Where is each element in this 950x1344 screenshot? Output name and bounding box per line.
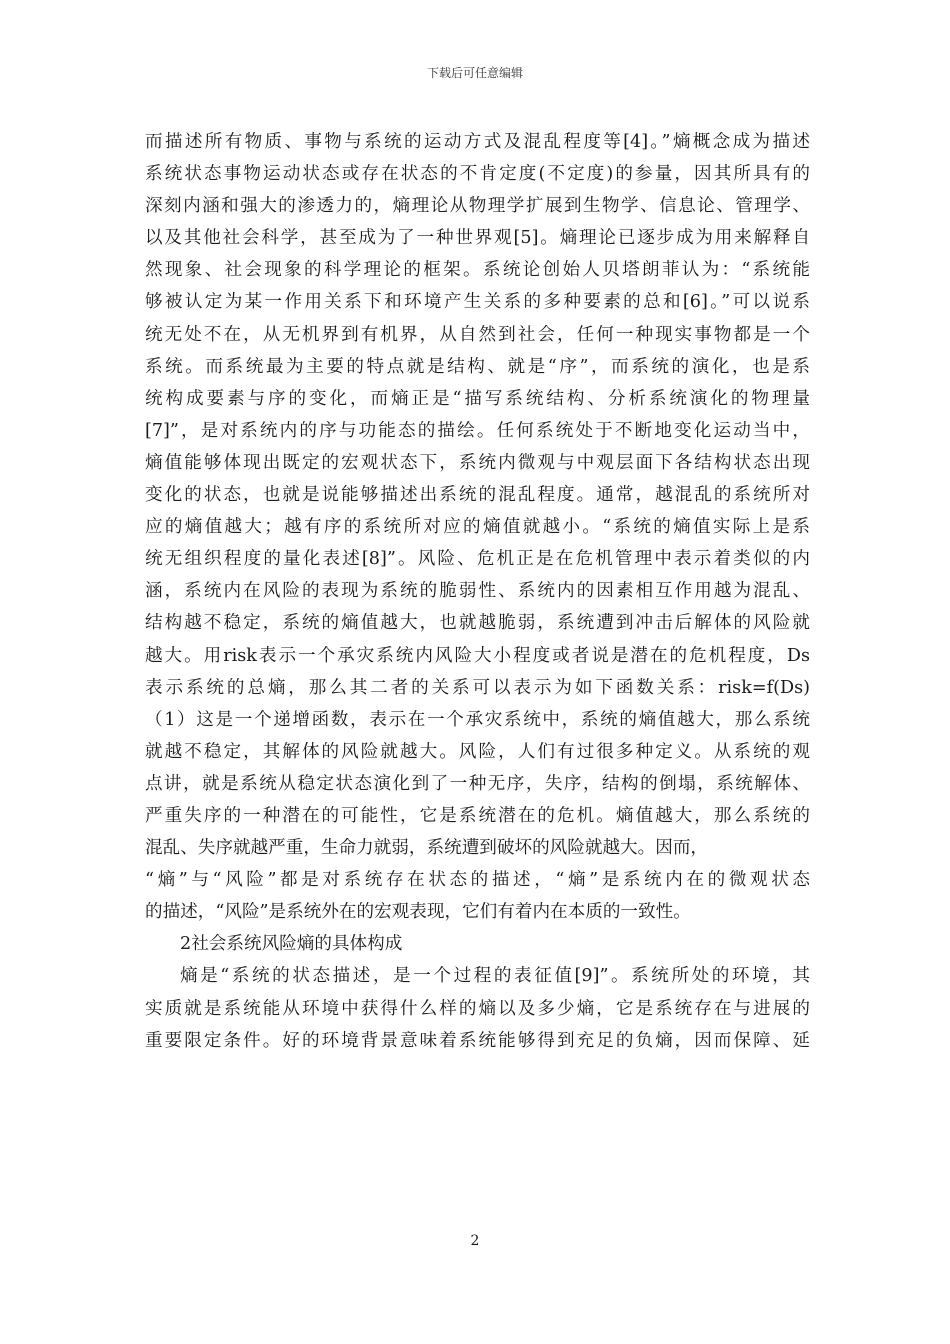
text-line: 就越不稳定，其解体的风险就越大。风险，人们有过很多种定义。从系统的观: [145, 741, 810, 762]
text-line: 混乱、失序就越严重，生命力就弱，系统遭到破坏的风险就越大。因而，: [145, 838, 709, 859]
text-line: 而描述所有物质、事物与系统的运动方式及混乱程度等[4]。”熵概念成为描述: [145, 132, 810, 152]
text-line: 应的熵值越大；越有序的系统所对应的熵值就越小。“系统的熵值实际上是系: [145, 517, 810, 538]
text-line: 统无处不在，从无机界到有机界，从自然到社会，任何一种现实事物都是一个: [145, 324, 810, 345]
section-heading: 2社会系统风险熵的具体构成: [180, 934, 403, 955]
text-line: 以及其他社会科学，甚至成为了一种世界观[5]。熵理论已逐步成为用来解释自: [145, 228, 810, 249]
text-line: 越大。用risk表示一个承灾系统内风险大小程度或者说是潜在的危机程度，Ds: [145, 645, 810, 666]
text-line: 重要限定条件。好的环境背景意味着系统能够得到充足的负熵，因而保障、延: [145, 1030, 810, 1051]
text-line: 深刻内涵和强大的渗透力的，熵理论从物理学扩展到生物学、信息论、管理学、: [145, 196, 810, 217]
text-line: 系统状态事物运动状态或存在状态的不肯定度(不定度)的参量，因其所具有的: [145, 164, 810, 185]
text-line: “熵”与“风险”都是对系统存在状态的描述，“熵”是系统内在的微观状态: [145, 870, 810, 891]
text-line: 的描述，“风险”是系统外在的宏观表现，它们有着内在本质的一致性。: [145, 902, 691, 923]
text-line: 然现象、社会现象的科学理论的框架。系统论创始人贝塔朗菲认为：“系统能: [145, 260, 810, 281]
text-line: （1）这是一个递增函数，表示在一个承灾系统中，系统的熵值越大，那么系统: [145, 709, 810, 730]
text-line: 实质就是系统能从环境中获得什么样的熵以及多少熵，它是系统存在与进展的: [145, 998, 810, 1019]
text-line: [7]”，是对系统内的序与功能态的描绘。任何系统处于不断地变化运动当中，: [145, 420, 810, 441]
text-line: 结构越不稳定，系统的熵值越大，也就越脆弱，系统遭到冲击后解体的风险就: [145, 613, 810, 634]
text-line: 够被认定为某一作用关系下和环境产生关系的多种要素的总和[6]。”可以说系: [145, 292, 810, 313]
document-body: [145, 126, 810, 1057]
text-line: 涵，系统内在风险的表现为系统的脆弱性、系统内的因素相互作用越为混乱、: [145, 581, 810, 602]
page-number: 2: [470, 1233, 480, 1249]
text-line: 变化的状态，也就是说能够描述出系统的混乱程度。通常，越混乱的系统所对: [145, 485, 810, 506]
text-line: 点讲，就是系统从稳定状态演化到了一种无序，失序，结构的倒塌，系统解体、: [145, 773, 810, 794]
text-line: 系统。而系统最为主要的特点就是结构、就是“序”，而系统的演化，也是系: [145, 356, 810, 377]
text-line: 统无组织程度的量化表述[8]”。风险、危机正是在危机管理中表示着类似的内: [145, 549, 810, 570]
text-line: 严重失序的一种潜在的可能性，它是系统潜在的危机。熵值越大，那么系统的: [145, 805, 810, 826]
text-line: 熵值能够体现出既定的宏观状态下，系统内微观与中观层面下各结构状态出现: [145, 452, 810, 473]
text-line: 熵是“系统的状态描述，是一个过程的表征值[9]”。系统所处的环境，其: [180, 966, 810, 987]
page-header: 下载后可任意编辑: [426, 66, 523, 80]
text-line: 统构成要素与序的变化，而熵正是“描写系统结构、分析系统演化的物理量: [145, 388, 810, 409]
text-line: 表示系统的总熵，那么其二者的关系可以表示为如下函数关系：risk=f(Ds): [145, 677, 810, 698]
